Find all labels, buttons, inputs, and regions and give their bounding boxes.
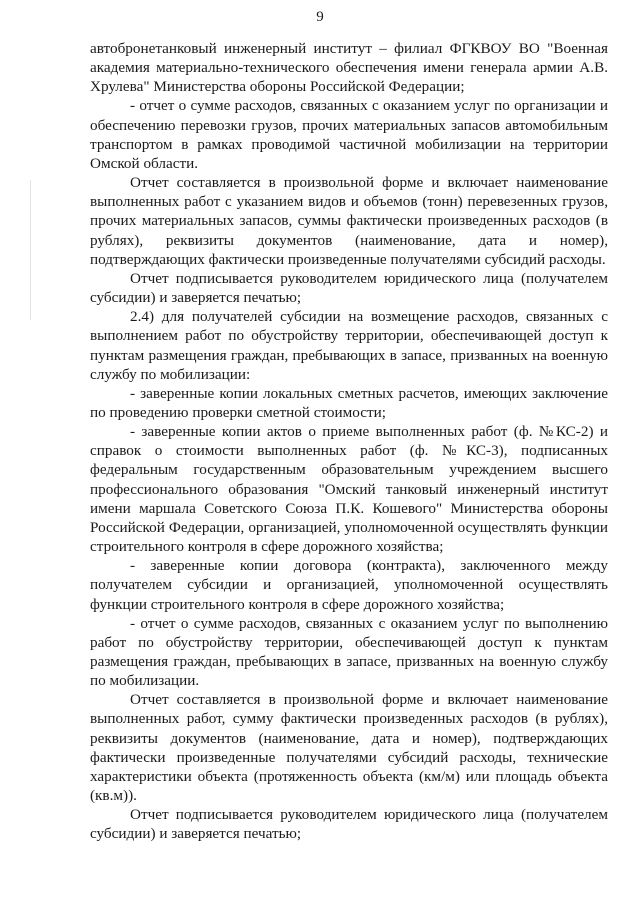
- paragraph-item-2-4: 2.4) для получателей субсидии на возмещение расходов, связанных с выполнением работ по обустройству территории, обеспечивающей доступ к пунктам размещения граждан, пребывающих в запасе, призванных на военную службу по мобилизации:: [90, 308, 608, 383]
- paragraph-report-signature-2: Отчет подписывается руководителем юридического лица (получателем субсидии) и заверяется печатью;: [90, 806, 608, 843]
- paragraph-report-signature-1: Отчет подписывается руководителем юридического лица (получателем субсидии) и заверяется печатью;: [90, 269, 608, 307]
- paragraph-institute-continuation: автобронетанковый инженерный институт – филиал ФГКВОУ ВО "Военная академия материально-технического обеспечения имени генерала армии А.В. Хрулева" Министерства обороны Российской Федерации;: [90, 40, 608, 96]
- paragraph-report-form-works: Отчет составляется в произвольной форме и включает наименование выполненных работ, сумму фактически произведенных расходов (в рублях), реквизиты документов (наименование, дата и номер), подтверждающих фактически произведенные получателями субсидий расходы, технические характеристики объекта (протяженность объекта (км/м) или площадь объекта (кв.м)).: [90, 691, 608, 805]
- page-number: 9: [316, 9, 324, 25]
- paragraph-report-cargo-transport: - отчет о сумме расходов, связанных с оказанием услуг по организации и обеспечению перевозки грузов, прочих материальных запасов автомобильным транспортом в рамках проводимой частичной мобилизации на территории Омской области.: [90, 97, 608, 172]
- paragraph-acceptance-acts: - заверенные копии актов о приеме выполненных работ (ф. №КС-2) и справок о стоимости выполненных работ (ф. №КС-3), подписанных федеральным государственным образовательным учреждением высшего профессионального образования "Омский танковый инженерный институт имени маршала Советского Союза П.К. Кошевого" Министерства обороны Российской Федерации, организацией, уполномоченной осуществлять функции строительного контроля в сфере дорожного хозяйства;: [90, 423, 608, 556]
- paragraph-contract-copies: - заверенные копии договора (контракта), заключенного между получателем субсидии и организацией, уполномоченной осуществлять функции строительного контроля в сфере дорожного хозяйства;: [90, 557, 608, 613]
- document-body: [90, 39, 608, 844]
- paragraph-report-form-cargo: Отчет составляется в произвольной форме и включает наименование выполненных работ с указанием видов и объемов (тонн) перевезенных грузов, прочих материальных запасов, суммы фактически произведенных расходов (в рублях), реквизиты документов (наименование, дата и номер), подтверждающих фактически произведенные получателями субсидий расходы.: [90, 174, 608, 268]
- paragraph-report-territory-works: - отчет о сумме расходов, связанных с оказанием услуг по выполнению работ по обустройству территории, обеспечивающей доступ к пунктам размещения граждан, пребывающих в запасе, призванных на военную службу по мобилизации.: [90, 614, 608, 690]
- scan-margin-mark: [30, 180, 31, 320]
- paragraph-estimate-copies: - заверенные копии локальных сметных расчетов, имеющих заключение по проведению проверки сметной стоимости;: [90, 384, 608, 421]
